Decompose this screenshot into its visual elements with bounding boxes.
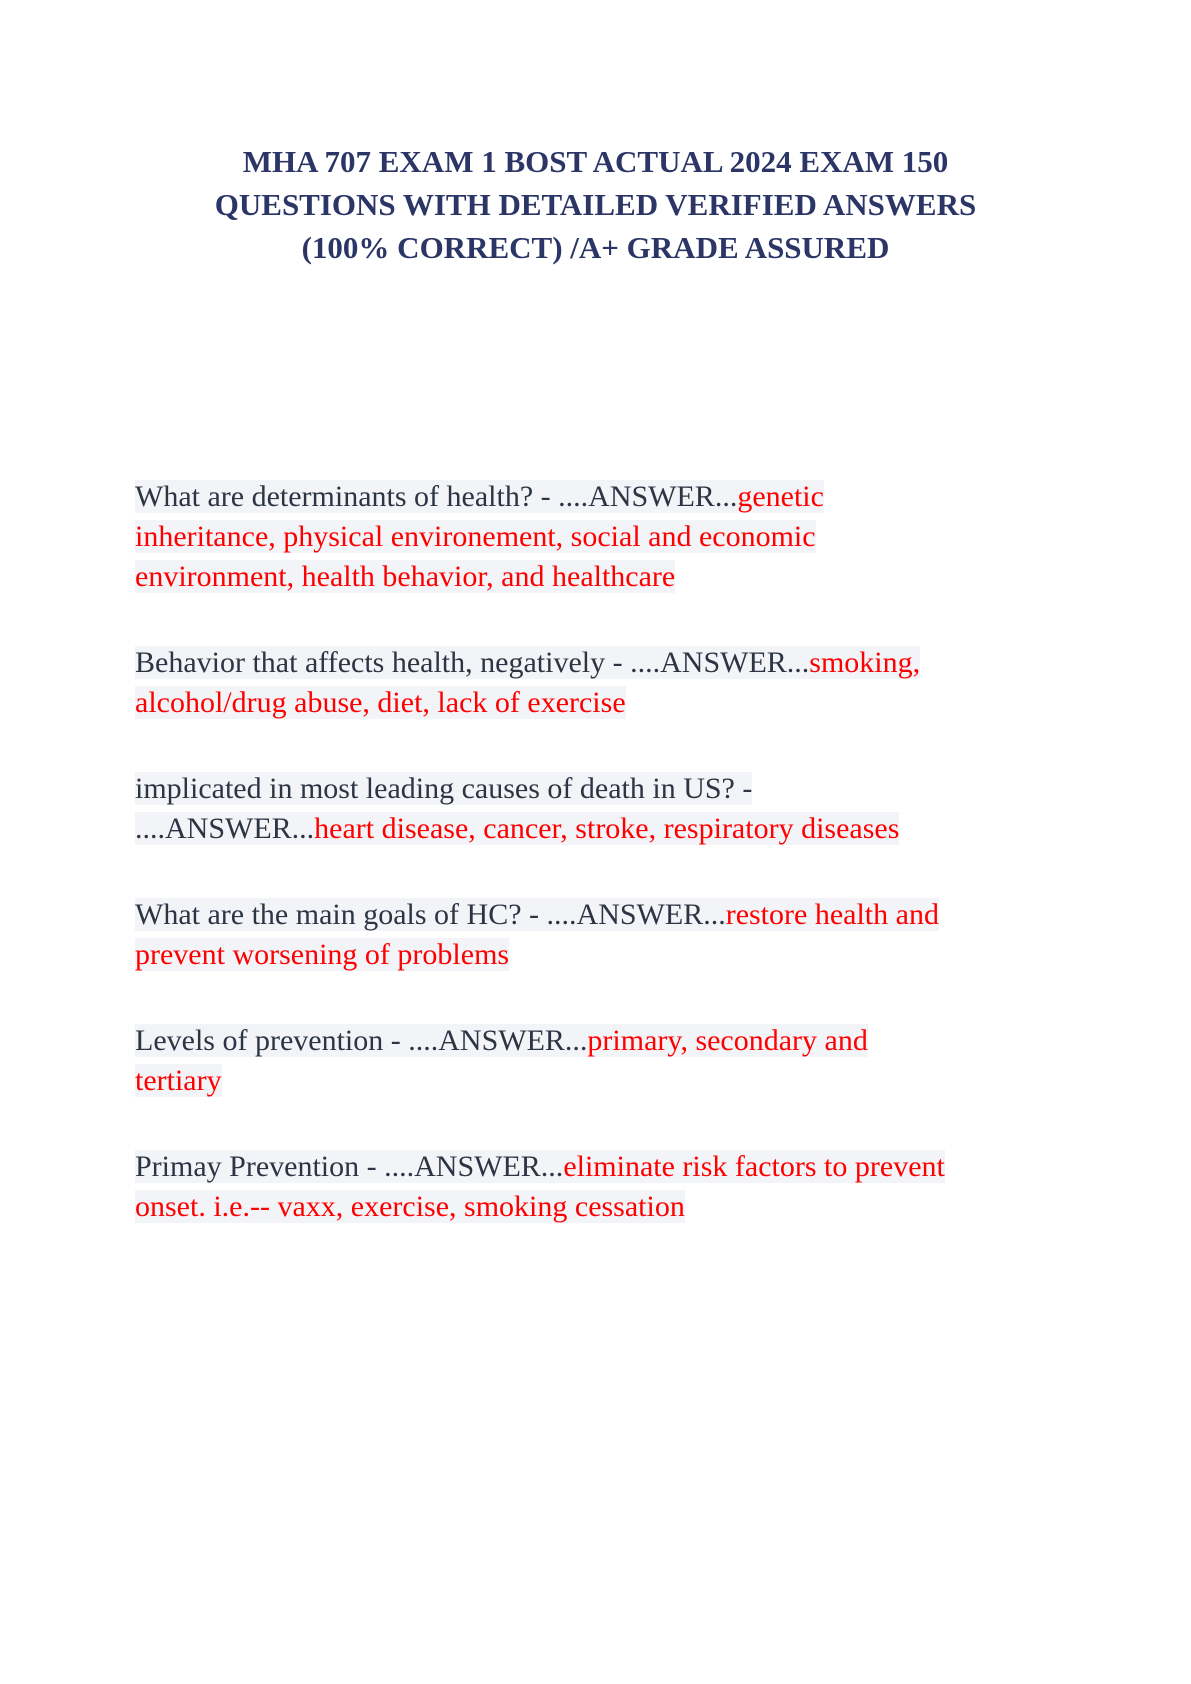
highlight-span xyxy=(135,772,899,845)
qa-item xyxy=(135,769,955,849)
question-text: implicated in most leading causes of death in US? xyxy=(135,772,735,805)
answer-marker: ....ANSWER... xyxy=(408,1024,588,1057)
answer-text: eliminate risk factors to prevent onset. i.e.-- vaxx, exercise, smoking cessation xyxy=(135,1150,945,1223)
answer-marker: ....ANSWER... xyxy=(546,898,726,931)
qa-item xyxy=(135,1147,955,1227)
qa-separator: - xyxy=(605,646,631,679)
qa-item xyxy=(135,643,955,723)
qa-separator: - xyxy=(383,1024,409,1057)
answer-text: smoking, alcohol/drug abuse, diet, lack of exercise xyxy=(135,646,921,719)
question-text: What are determinants of health? xyxy=(135,480,534,513)
highlight-span xyxy=(135,1150,945,1223)
answer-marker: ....ANSWER... xyxy=(558,480,738,513)
page-title: MHA 707 EXAM 1 BOST ACTUAL 2024 EXAM 150 QUESTIONS WITH DETAILED VERIFIED ANSWERS (100% CORRECT) /A+ GRADE ASSURED xyxy=(214,144,977,265)
qa-item xyxy=(135,477,955,597)
highlight-span xyxy=(135,480,824,593)
qa-item xyxy=(135,895,955,975)
answer-text: restore health and prevent worsening of problems xyxy=(135,898,939,971)
qa-separator: - xyxy=(521,898,547,931)
answer-marker: ....ANSWER... xyxy=(630,646,810,679)
answer-text: genetic inheritance, physical environement, social and economic environment, health behavior, and healthcare xyxy=(135,480,824,593)
question-text: Behavior that affects health, negatively xyxy=(135,646,606,679)
qa-item xyxy=(135,1021,955,1101)
question-text: Primay Prevention xyxy=(135,1150,360,1183)
qa-separator: - xyxy=(734,772,753,805)
highlight-span xyxy=(135,646,920,719)
highlight-span xyxy=(135,1024,868,1097)
answer-text: heart disease, cancer, stroke, respiratory diseases xyxy=(314,812,900,845)
answer-marker: ....ANSWER... xyxy=(135,812,315,845)
question-text: What are the main goals of HC? xyxy=(135,898,522,931)
answer-marker: ....ANSWER... xyxy=(384,1150,564,1183)
qa-separator: - xyxy=(533,480,559,513)
highlight-span xyxy=(135,898,939,971)
question-text: Levels of prevention xyxy=(135,1024,384,1057)
answer-text: primary, secondary and tertiary xyxy=(135,1024,868,1097)
qa-separator: - xyxy=(359,1150,385,1183)
qa-list xyxy=(135,477,955,1227)
